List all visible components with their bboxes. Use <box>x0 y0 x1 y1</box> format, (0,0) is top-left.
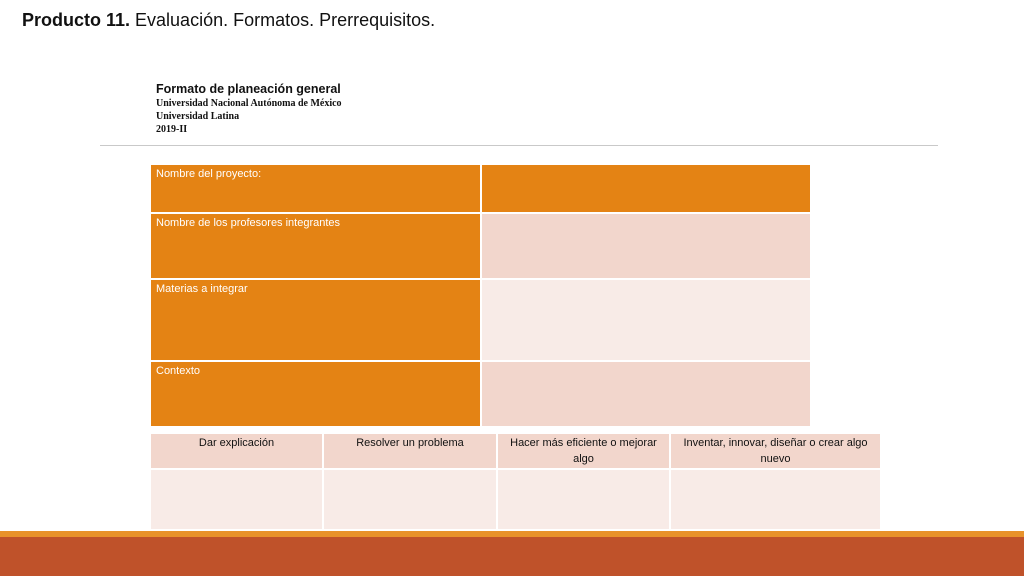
row-value-subjects[interactable] <box>481 279 811 361</box>
cell-solve[interactable] <box>323 469 497 530</box>
header-explain: Dar explicación <box>150 433 323 469</box>
cell-innovate[interactable] <box>670 469 881 530</box>
header-improve: Hacer más eficiente o mejorar algo <box>497 433 670 469</box>
table-row <box>150 164 811 213</box>
format-header <box>156 82 342 136</box>
row-value-context[interactable] <box>481 361 811 427</box>
slide-title <box>22 10 435 31</box>
university-name: Universidad Nacional Autónoma de México <box>156 98 342 109</box>
header-solve: Resolver un problema <box>323 433 497 469</box>
header-innovate: Inventar, innovar, diseñar o crear algo nuevo <box>670 433 881 469</box>
table-row <box>150 469 881 530</box>
table-row <box>150 361 811 427</box>
row-label-context: Contexto <box>150 361 481 427</box>
table-row <box>150 279 811 361</box>
row-label-subjects: Materias a integrar <box>150 279 481 361</box>
row-label-teachers: Nombre de los profesores integrantes <box>150 213 481 279</box>
period: 2019-II <box>156 124 188 135</box>
slide-title-rest: Evaluación. Formatos. Prerrequisitos. <box>130 10 436 30</box>
divider <box>100 145 938 146</box>
objectives-table <box>149 432 882 531</box>
footer-band-rust <box>0 537 1024 576</box>
cell-improve[interactable] <box>497 469 670 530</box>
planning-table <box>149 163 812 428</box>
school-name: Universidad Latina <box>156 111 240 122</box>
slide-title-bold: Producto 11. <box>22 10 131 30</box>
cell-explain[interactable] <box>150 469 323 530</box>
format-title: Formato de planeación general <box>156 82 341 96</box>
row-value-teachers[interactable] <box>481 213 811 279</box>
table-row <box>150 213 811 279</box>
row-value-project-name[interactable] <box>481 164 811 213</box>
row-label-project-name: Nombre del proyecto: <box>150 164 481 213</box>
table-header-row <box>150 433 881 469</box>
